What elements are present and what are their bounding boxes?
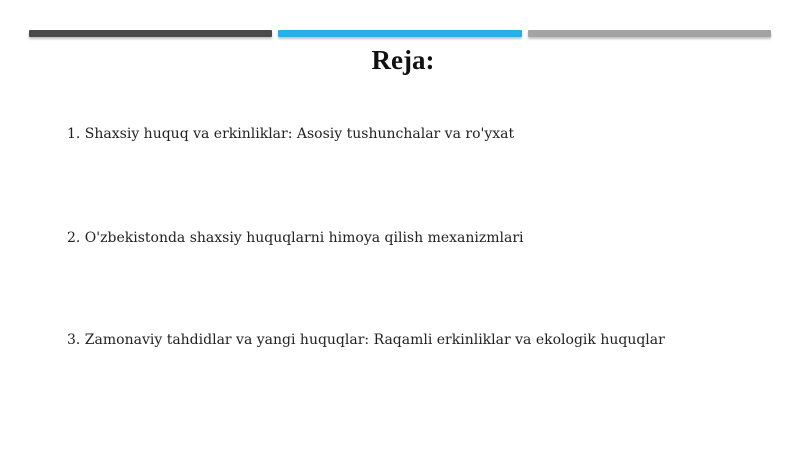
header-bar-blue [278,30,522,37]
agenda-item-2: 2. O'zbekistonda shaxsiy huquqlarni himoya qilish mexanizmlari [67,230,524,246]
header-bars [29,30,771,38]
slide-title: Reja: [371,45,435,75]
header-bar-gray [528,30,771,37]
agenda-item-1: 1. Shaxsiy huquq va erkinliklar: Asosiy tushunchalar va ro'yxat [67,126,515,142]
agenda-item-3: 3. Zamonaviy tahdidlar va yangi huquqlar: Raqamli erkinliklar va ekologik huquqlar [67,332,665,348]
header-bar-dark [29,30,272,37]
